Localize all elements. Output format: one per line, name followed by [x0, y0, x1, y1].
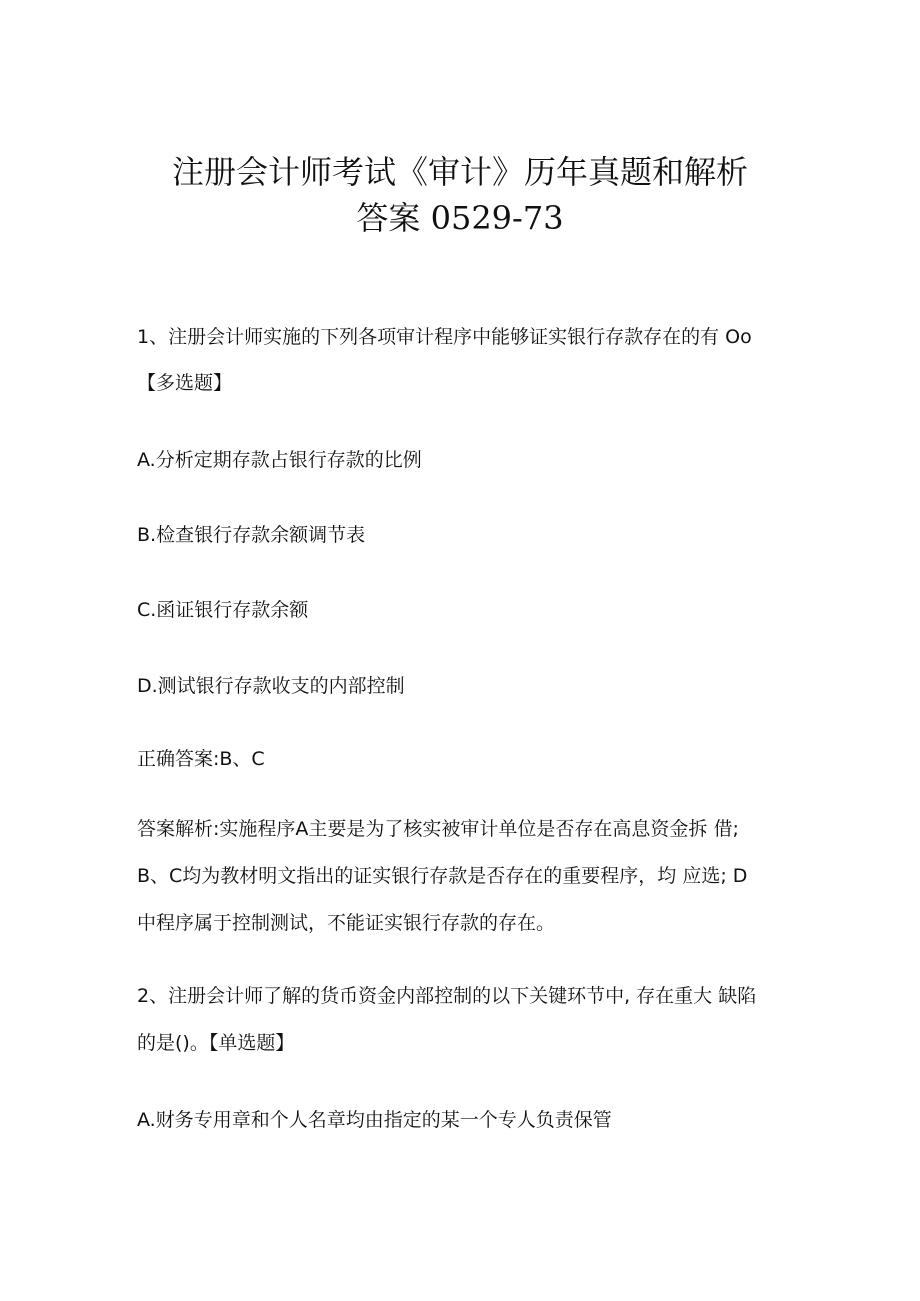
question-1-explanation-line-2: B、C均为教材明文指出的证实银行存款是否存在的重要程序，均 应选; D: [137, 865, 748, 887]
document-title-line-2: 答案 0529-73: [356, 199, 564, 237]
question-1-option-c: C.函证银行存款余额: [137, 599, 309, 621]
question-1-option-d: D.测试银行存款收支的内部控制: [137, 675, 405, 697]
question-2-stem-line-1: 2、注册会计师了解的货币资金内部控制的以下关键环节中, 存在重大 缺陷: [137, 985, 757, 1007]
document-title-line-1: 注册会计师考试《审计》历年真题和解析: [171, 153, 748, 191]
question-1-option-b: B.检查银行存款余额调节表: [137, 524, 366, 546]
question-1-explanation-line-1: 答案解析:实施程序A主要是为了核实被审计单位是否存在高息资金拆 借;: [137, 818, 739, 840]
question-1-explanation-line-3: 中程序属于控制测试，不能证实银行存款的存在。: [137, 912, 556, 934]
question-1-stem-line-1: 1、注册会计师实施的下列各项审计程序中能够证实银行存款存在的有 Oo: [137, 326, 752, 348]
question-2-option-a: A.财务专用章和个人名章均由指定的某一个专人负责保管: [137, 1109, 612, 1131]
question-1-answer: 正确答案:B、C: [137, 748, 265, 770]
question-2-stem-line-2: 的是()。【单选题】: [137, 1032, 295, 1054]
question-1-stem-line-2: 【多选题】: [137, 372, 233, 394]
question-1-option-a: A.分析定期存款占银行存款的比例: [137, 449, 422, 471]
